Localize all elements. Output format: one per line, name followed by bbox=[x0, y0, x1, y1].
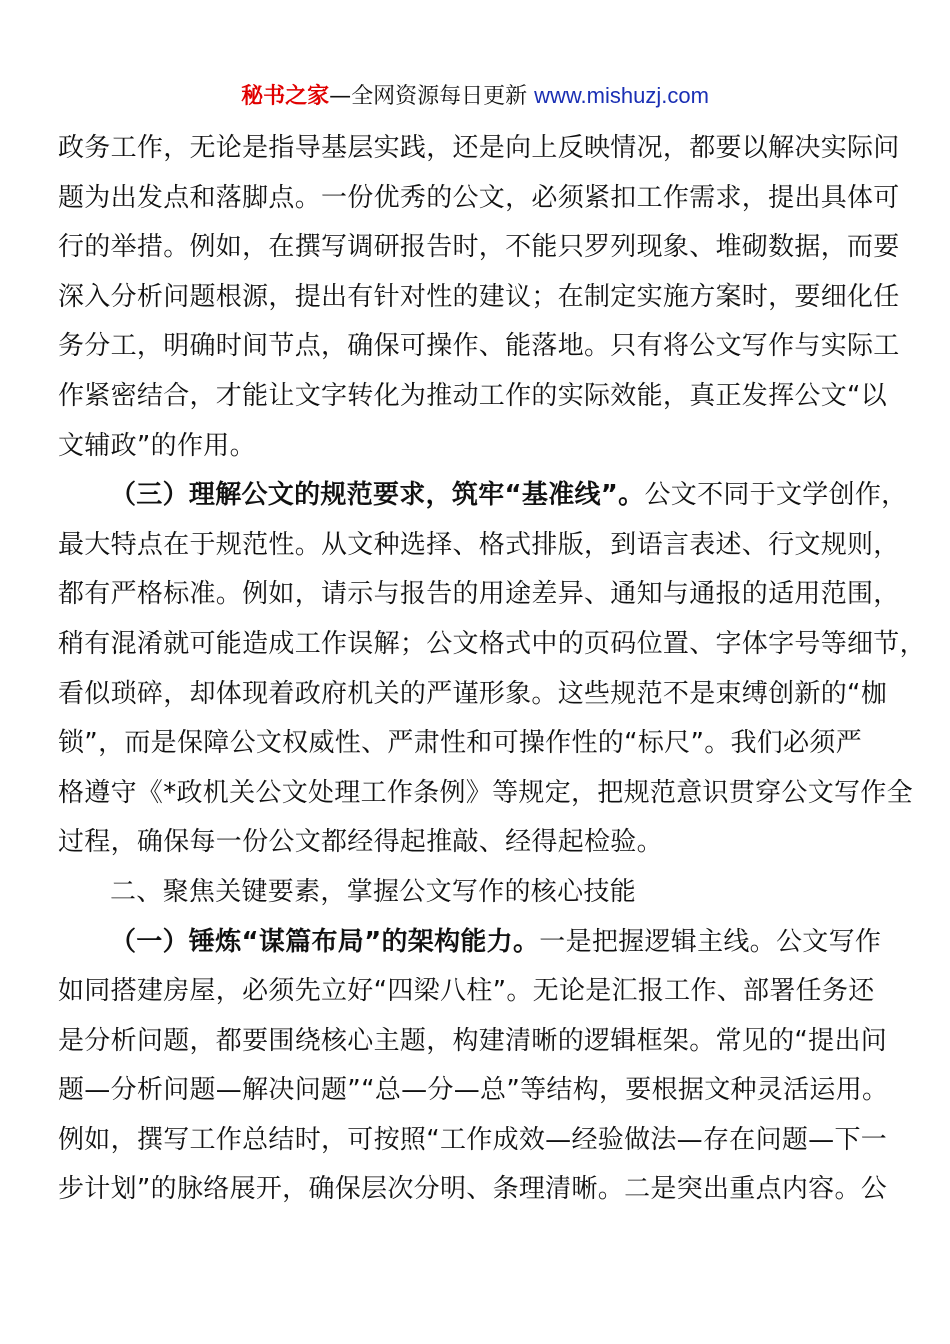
text-line: 格遵守《*政机关公文处理工作条例》等规定，把规范意识贯穿公文写作全 bbox=[58, 777, 913, 808]
text-line: 行的举措。例如，在撰写调研报告时，不能只罗列现象、堆砌数据，而要 bbox=[58, 232, 900, 263]
paragraph-1 bbox=[58, 124, 900, 471]
text-line: 过程，确保每一份公文都经得起推敲、经得起检验。 bbox=[58, 827, 663, 858]
header-slogan: —全网资源每日更新 bbox=[329, 84, 535, 109]
site-url-link[interactable]: www.mishuzj.com bbox=[534, 83, 709, 108]
text-run: 一是把握逻辑主线。公文写作 bbox=[539, 926, 882, 957]
paragraph-2-first-line bbox=[58, 471, 908, 521]
paragraph-4-first-line bbox=[58, 918, 896, 968]
text-line: 是分析问题，都要围绕核心主题，构建清晰的逻辑框架。常见的“提出问 bbox=[58, 1025, 888, 1056]
site-header bbox=[0, 80, 950, 113]
text-line: 锁”，而是保障公文权威性、严肃性和可操作性的“标尺”。我们必须严 bbox=[58, 728, 863, 759]
brand-name: 秘书之家 bbox=[241, 84, 330, 109]
text-line: 务分工，明确时间节点，确保可操作、能落地。只有将公文写作与实际工 bbox=[58, 331, 900, 362]
text-line: 题为出发点和落脚点。一份优秀的公文，必须紧扣工作需求，提出具体可 bbox=[58, 182, 900, 213]
text-line: 稍有混淆就可能造成工作误解；公文格式中的页码位置、字体字号等细节， bbox=[58, 628, 926, 659]
section-heading bbox=[58, 868, 896, 918]
paragraph-4 bbox=[58, 918, 896, 1216]
text-line: 最大特点在于规范性。从文种选择、格式排版，到语言表述、行文规则， bbox=[58, 529, 900, 560]
text-line: 如同搭建房屋，必须先立好“四梁八柱”。无论是汇报工作、部署任务还 bbox=[58, 976, 875, 1007]
text-line: 作紧密结合，才能让文字转化为推动工作的实际效能，真正发挥公文“以 bbox=[58, 380, 888, 411]
paragraph-2 bbox=[58, 471, 926, 868]
text-line: 文辅政”的作用。 bbox=[58, 430, 256, 461]
text-line: 都有严格标准。例如，请示与报告的用途差异、通知与通报的适用范围， bbox=[58, 579, 900, 610]
text-line: 步计划”的脉络展开，确保层次分明、条理清晰。二是突出重点内容。公 bbox=[58, 1174, 888, 1205]
text-run: 公文不同于文学创作， bbox=[644, 480, 908, 511]
text-line: 题—分析问题—解决问题”“总—分—总”等结构，要根据文种灵活运用。 bbox=[58, 1075, 889, 1106]
text-line: 看似琐碎，却体现着政府机关的严谨形象。这些规范不是束缚创新的“枷 bbox=[58, 678, 888, 709]
subsection-heading: （三）理解公文的规范要求，筑牢“基准线”。 bbox=[110, 480, 645, 511]
section-heading-text: 二、聚焦关键要素，掌握公文写作的核心技能 bbox=[110, 876, 637, 907]
text-line: 深入分析问题根源，提出有针对性的建议；在制定实施方案时，要细化任 bbox=[58, 281, 900, 312]
text-line: 政务工作，无论是指导基层实践，还是向上反映情况，都要以解决实际问 bbox=[58, 133, 900, 163]
document-body bbox=[58, 124, 926, 1215]
text-line: 例如，撰写工作总结时，可按照“工作成效—经验做法—存在问题—下一 bbox=[58, 1124, 888, 1155]
subsection-heading: （一）锤炼“谋篇布局”的架构能力。 bbox=[110, 926, 540, 957]
